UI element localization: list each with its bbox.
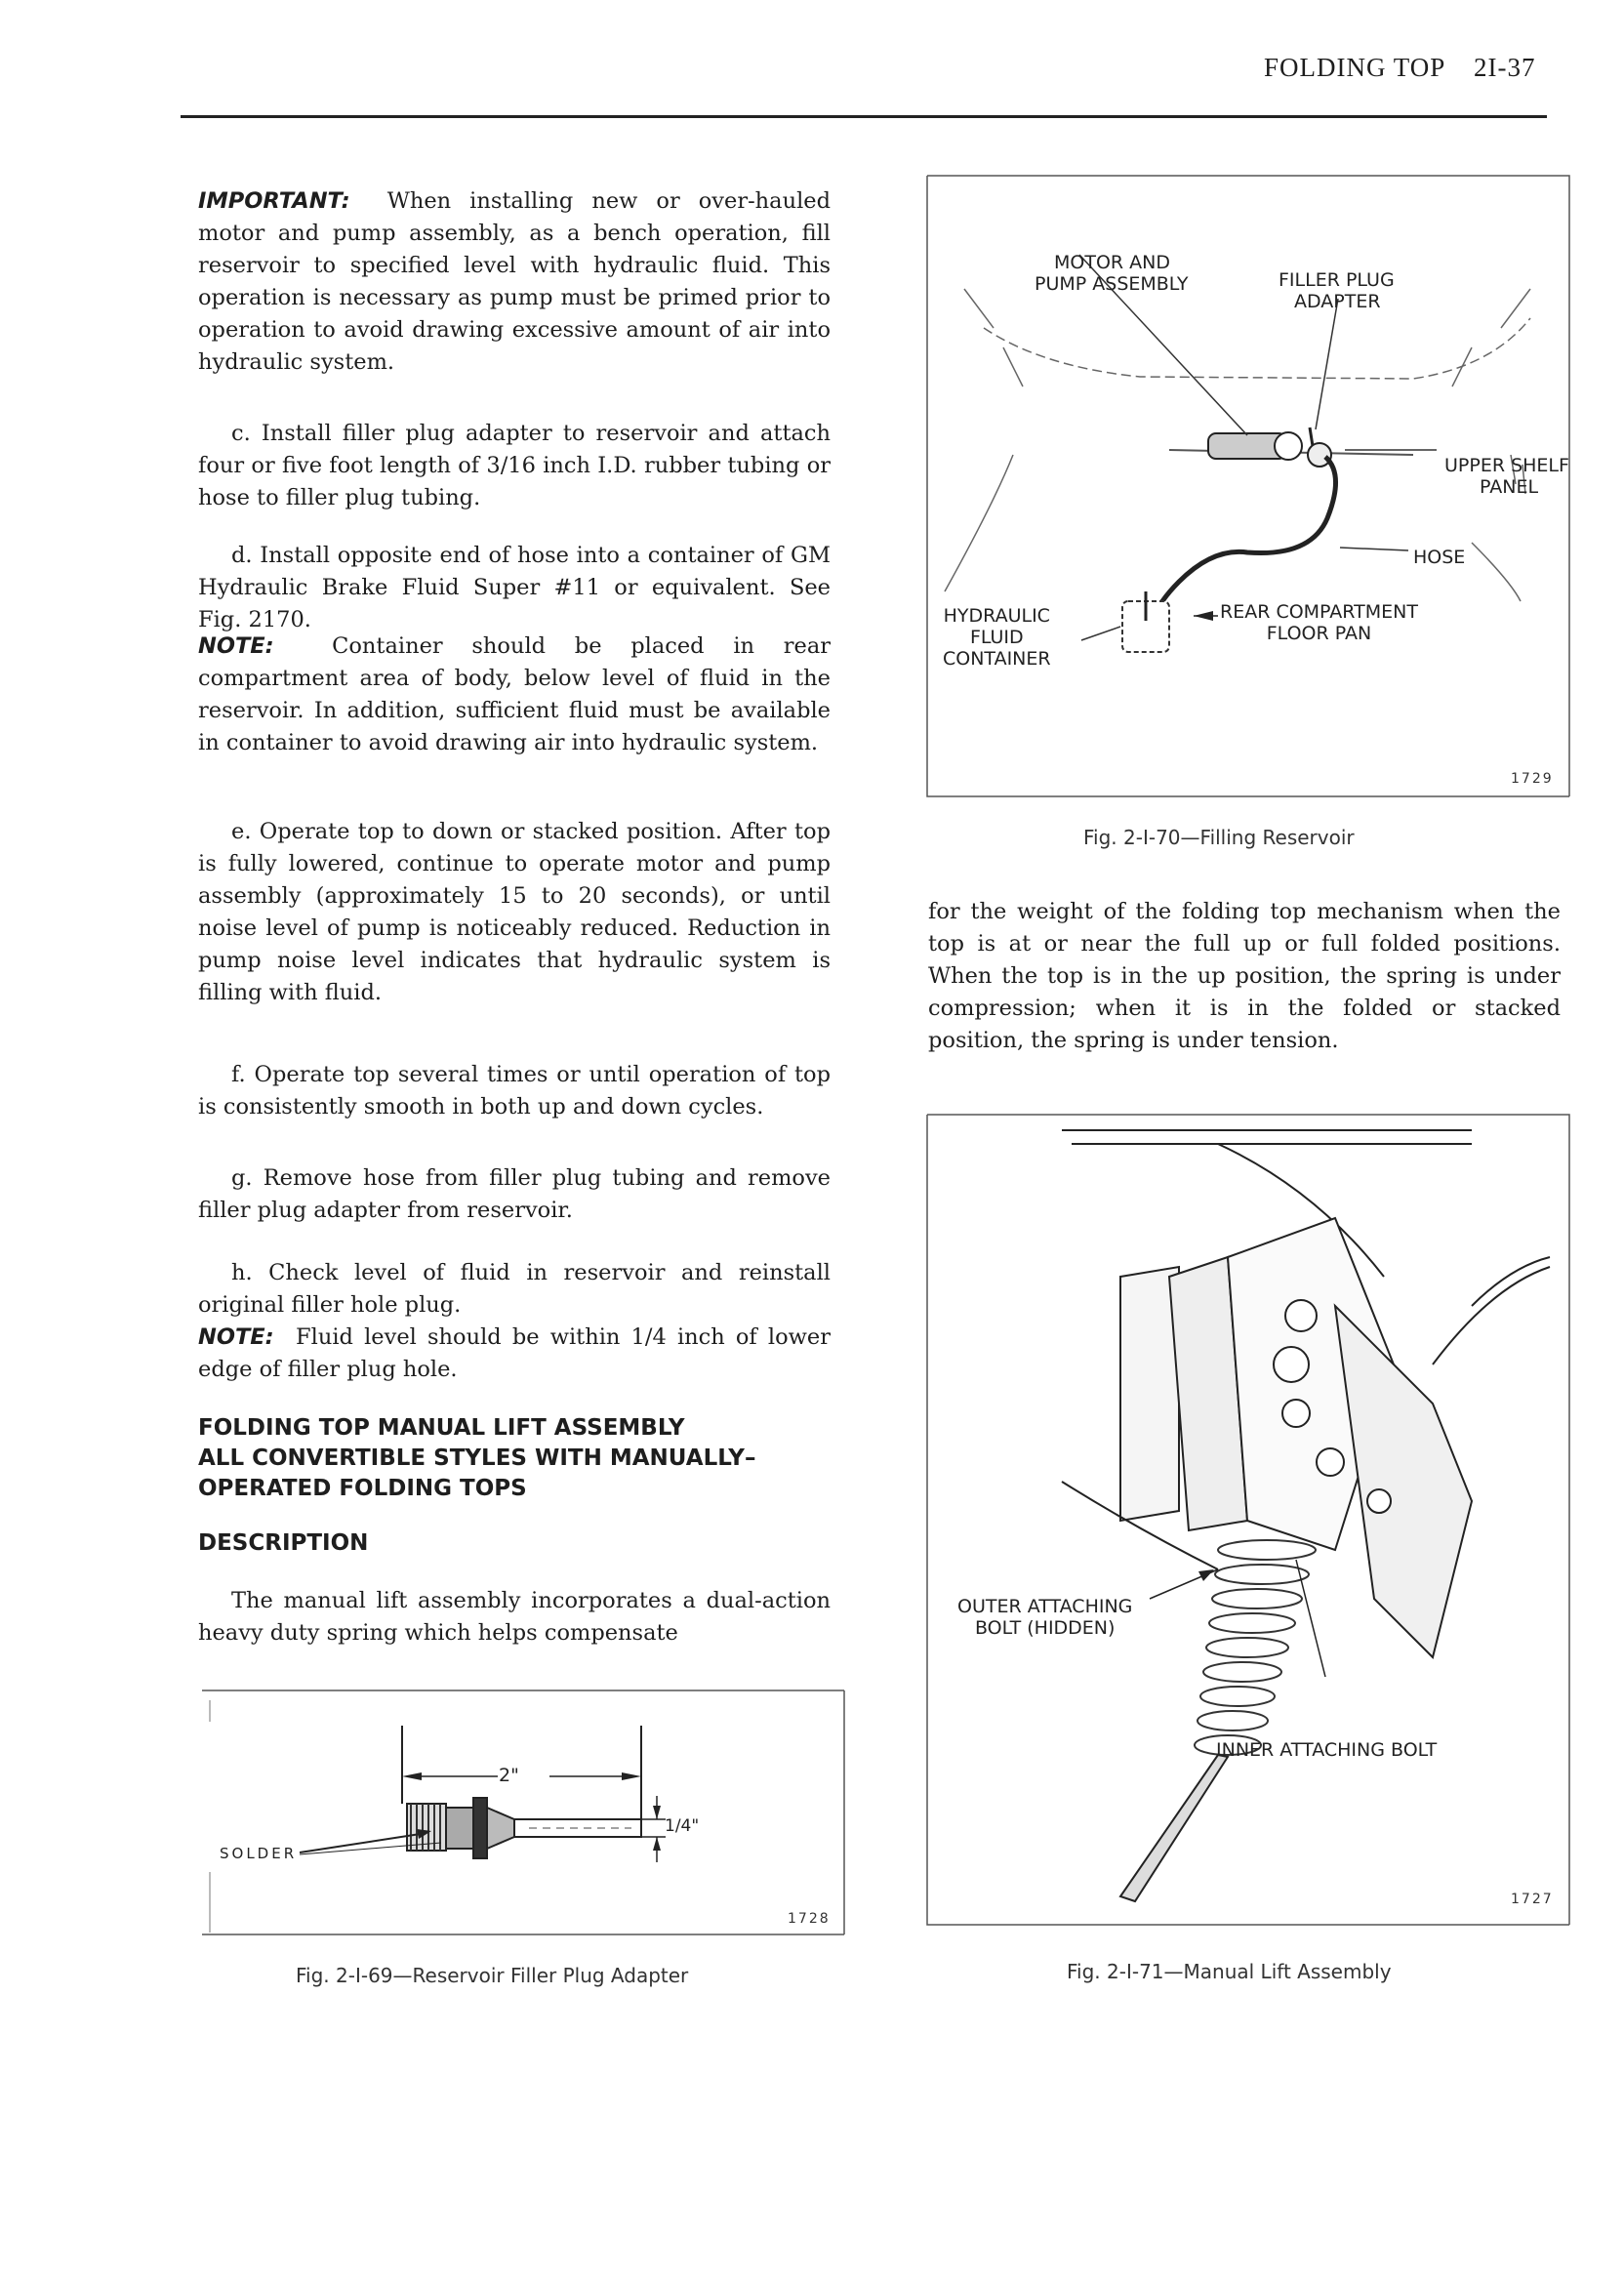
important-lead: IMPORTANT: (198, 188, 350, 214)
note2-lead: NOTE: (198, 1324, 274, 1350)
label-hose: HOSE (1413, 547, 1466, 568)
note-fluid-level (198, 1322, 831, 1386)
manual-lift-assembly-drawing (925, 1111, 1569, 1929)
label-rear-compartment-floor-pan: REAR COMPARTMENT FLOOR PAN (1220, 601, 1418, 644)
continued-paragraph: for the weight of the folding top mechanism when the top is at or near the full up or full folded positions. When the top is in the up position, the spring is under compression; when it is in the folded or stacked position, the spring is under tension. (928, 899, 1561, 1053)
section-heading-line-2: ALL CONVERTIBLE STYLES WITH MANUALLY– (198, 1445, 756, 1471)
step-h: h. Check level of fluid in reservoir and reinstall original filler hole plug. (198, 1260, 831, 1318)
subheading-description: DESCRIPTION (198, 1530, 369, 1556)
filler-plug-adapter-drawing (202, 1687, 844, 1938)
figure-71 (925, 1111, 1569, 1929)
label-motor-pump: MOTOR AND PUMP ASSEMBLY (1035, 252, 1189, 295)
important-text: When installing new or over-hauled motor and pump assembly, as a bench operation, fill reservoir to specified level with hydraulic fluid. This operation is necessary as pump must be primed prior to operation to avoid drawing excessive amount of air into hydraulic system. (198, 188, 831, 375)
running-header-section: FOLDING TOP (1264, 53, 1446, 82)
header-rule (181, 115, 1547, 118)
section-heading-line-3: OPERATED FOLDING TOPS (198, 1476, 527, 1501)
label-outer-attaching-bolt: OUTER ATTACHING BOLT (HIDDEN) (957, 1596, 1133, 1639)
section-heading (198, 1413, 842, 1504)
step-g: g. Remove hose from filler plug tubing and remove filler plug adapter from reservoir. (198, 1165, 831, 1223)
step-e: e. Operate top to down or stacked position. After top is fully lowered, continue to operate motor and pump assembly (approximately 15 to 20 seconds), or until noise level of pump is noticeably reduced. Reduction in pump noise level indicates that hydraulic system is filling with fluid. (198, 819, 831, 1005)
section-heading-line-1: FOLDING TOP MANUAL LIFT ASSEMBLY (198, 1415, 685, 1441)
figure-69 (202, 1687, 844, 1938)
fig71-caption: Fig. 2-I-71—Manual Lift Assembly (1067, 1960, 1392, 1983)
fig71-number: 1727 (1511, 1892, 1554, 1907)
label-upper-shelf-panel: UPPER SHELF PANEL (1444, 455, 1569, 498)
step-c: c. Install filler plug adapter to reservoir and attach four or five foot length of 3/16 inch I.D. rubber tubing or hose to filler plug tubing. (198, 421, 831, 510)
note1-lead: NOTE: (198, 633, 274, 659)
note-container (198, 631, 831, 759)
description-paragraph: The manual lift assembly incorporates a dual-action heavy duty spring which helps compensate (198, 1588, 831, 1646)
step-d: d. Install opposite end of hose into a container of GM Hydraulic Brake Fluid Super #11 or equivalent. See Fig. 2170. (198, 543, 831, 632)
page-number: 2I-37 (1474, 53, 1536, 82)
note1-text: Container should be placed in rear compartment area of body, below level of fluid in the reservoir. In addition, sufficient fluid must be available in container to avoid drawing air into hydraulic system. (198, 633, 831, 755)
step-f: f. Operate top several times or until operation of top is consistently smooth in both up and down cycles. (198, 1062, 831, 1120)
fig70-caption: Fig. 2-I-70—Filling Reservoir (1083, 826, 1355, 849)
fig70-number: 1729 (1511, 771, 1554, 787)
solder-label: SOLDER (220, 1845, 298, 1862)
important-paragraph (198, 185, 831, 379)
note2-text: Fluid level should be within 1/4 inch of lower edge of filler plug hole. (198, 1324, 831, 1382)
dimension-diameter: 1/4" (665, 1816, 700, 1836)
figure-70 (925, 172, 1569, 800)
label-filler-plug-adapter: FILLER PLUG ADAPTER (1279, 269, 1395, 312)
fig69-number: 1728 (788, 1911, 831, 1927)
label-hydraulic-fluid-container: HYDRAULIC FLUID CONTAINER (943, 605, 1051, 670)
dimension-length: 2" (499, 1765, 519, 1786)
fig69-caption: Fig. 2-I-69—Reservoir Filler Plug Adapter (296, 1964, 689, 1987)
label-inner-attaching-bolt: INNER ATTACHING BOLT (1216, 1739, 1438, 1761)
